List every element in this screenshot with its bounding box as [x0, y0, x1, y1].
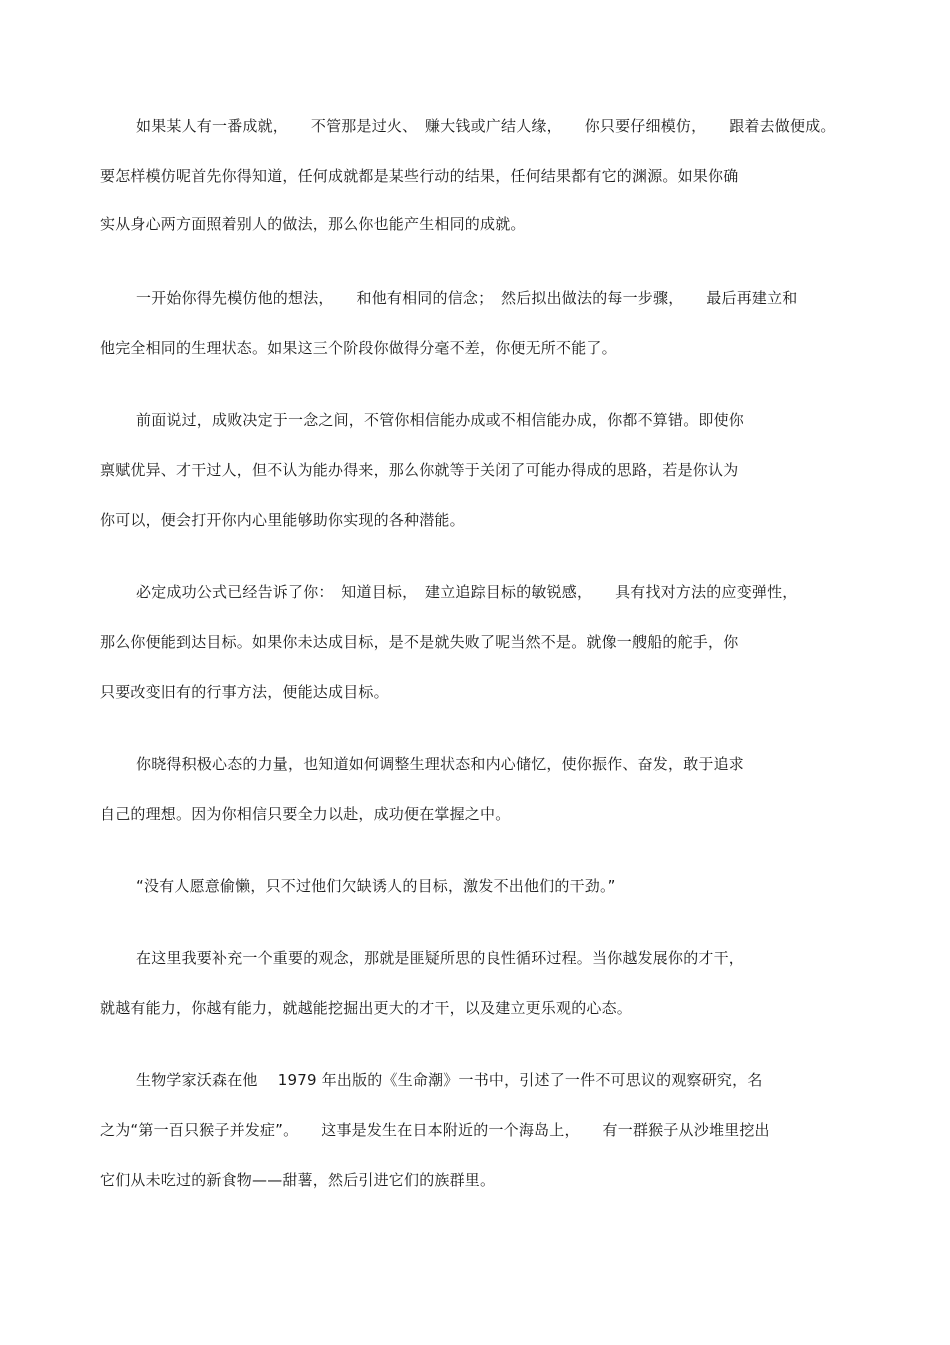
paragraph-8-line-3: 它们从未吃过的新食物——甜薯，然后引进它们的族群里。 [100, 1171, 496, 1189]
paragraph-4-line-3: 只要改变旧有的行事方法，便能达成目标。 [100, 683, 389, 701]
paragraph-1-line-1: 如果某人有一番成就， 不管那是过火、 赚大钱或广结人缘， 你只要仔细模仿， 跟着去做便成。 [136, 117, 836, 135]
paragraph-7-line-2: 就越有能力，你越有能力，就越能挖掘出更大的才干，以及建立更乐观的心态。 [100, 999, 633, 1017]
paragraph-8-line-2: 之为“第一百只猴子并发症”。 这事是发生在日本附近的一个海岛上， 有一群猴子从沙堆里挖出 [100, 1121, 770, 1139]
paragraph-3-line-1: 前面说过，成败决定于一念之间，不管你相信能办成或不相信能办成，你都不算错。即使你 [136, 411, 745, 429]
paragraph-1-line-2: 要怎样模仿呢首先你得知道，任何成就都是某些行动的结果，任何结果都有它的渊源。如果你确 [100, 167, 739, 185]
paragraph-5-line-1: 你晓得积极心态的力量，也知道如何调整生理状态和内心储忆，使你振作、奋发，敢于追求 [136, 755, 745, 773]
paragraph-3-line-2: 禀赋优异、才干过人，但不认为能办得来，那么你就等于关闭了可能办得成的思路，若是你认为 [100, 461, 739, 479]
paragraph-1-line-3: 实从身心两方面照着别人的做法，那么你也能产生相同的成就。 [100, 215, 526, 233]
paragraph-6-quote: “没有人愿意偷懒，只不过他们欠缺诱人的目标，激发不出他们的干劲。” [136, 877, 616, 895]
paragraph-2-line-2: 他完全相同的生理状态。如果这三个阶段你做得分毫不差，你便无所不能了。 [100, 339, 617, 357]
paragraph-2-line-1: 一开始你得先模仿他的想法， 和他有相同的信念； 然后拟出做法的每一步骤， 最后再建立和 [136, 289, 798, 307]
paragraph-4-line-2: 那么你便能到达目标。如果你未达成目标，是不是就失败了呢当然不是。就像一艘船的舵手，你 [100, 633, 739, 651]
paragraph-3-line-3: 你可以，便会打开你内心里能够助你实现的各种潜能。 [100, 511, 465, 529]
paragraph-4-line-1: 必定成功公式已经告诉了你： 知道目标， 建立追踪目标的敏锐感， 具有找对方法的应变弹性， [136, 583, 798, 601]
paragraph-8-line-1: 生物学家沃森在他 1979 年出版的《生命潮》一书中，引述了一件不可思议的观察研究，名 [136, 1071, 763, 1089]
paragraph-5-line-2: 自己的理想。因为你相信只要全力以赴，成功便在掌握之中。 [100, 805, 511, 823]
paragraph-7-line-1: 在这里我要补充一个重要的观念，那就是匪疑所思的良性循环过程。当你越发展你的才干， [136, 949, 745, 967]
